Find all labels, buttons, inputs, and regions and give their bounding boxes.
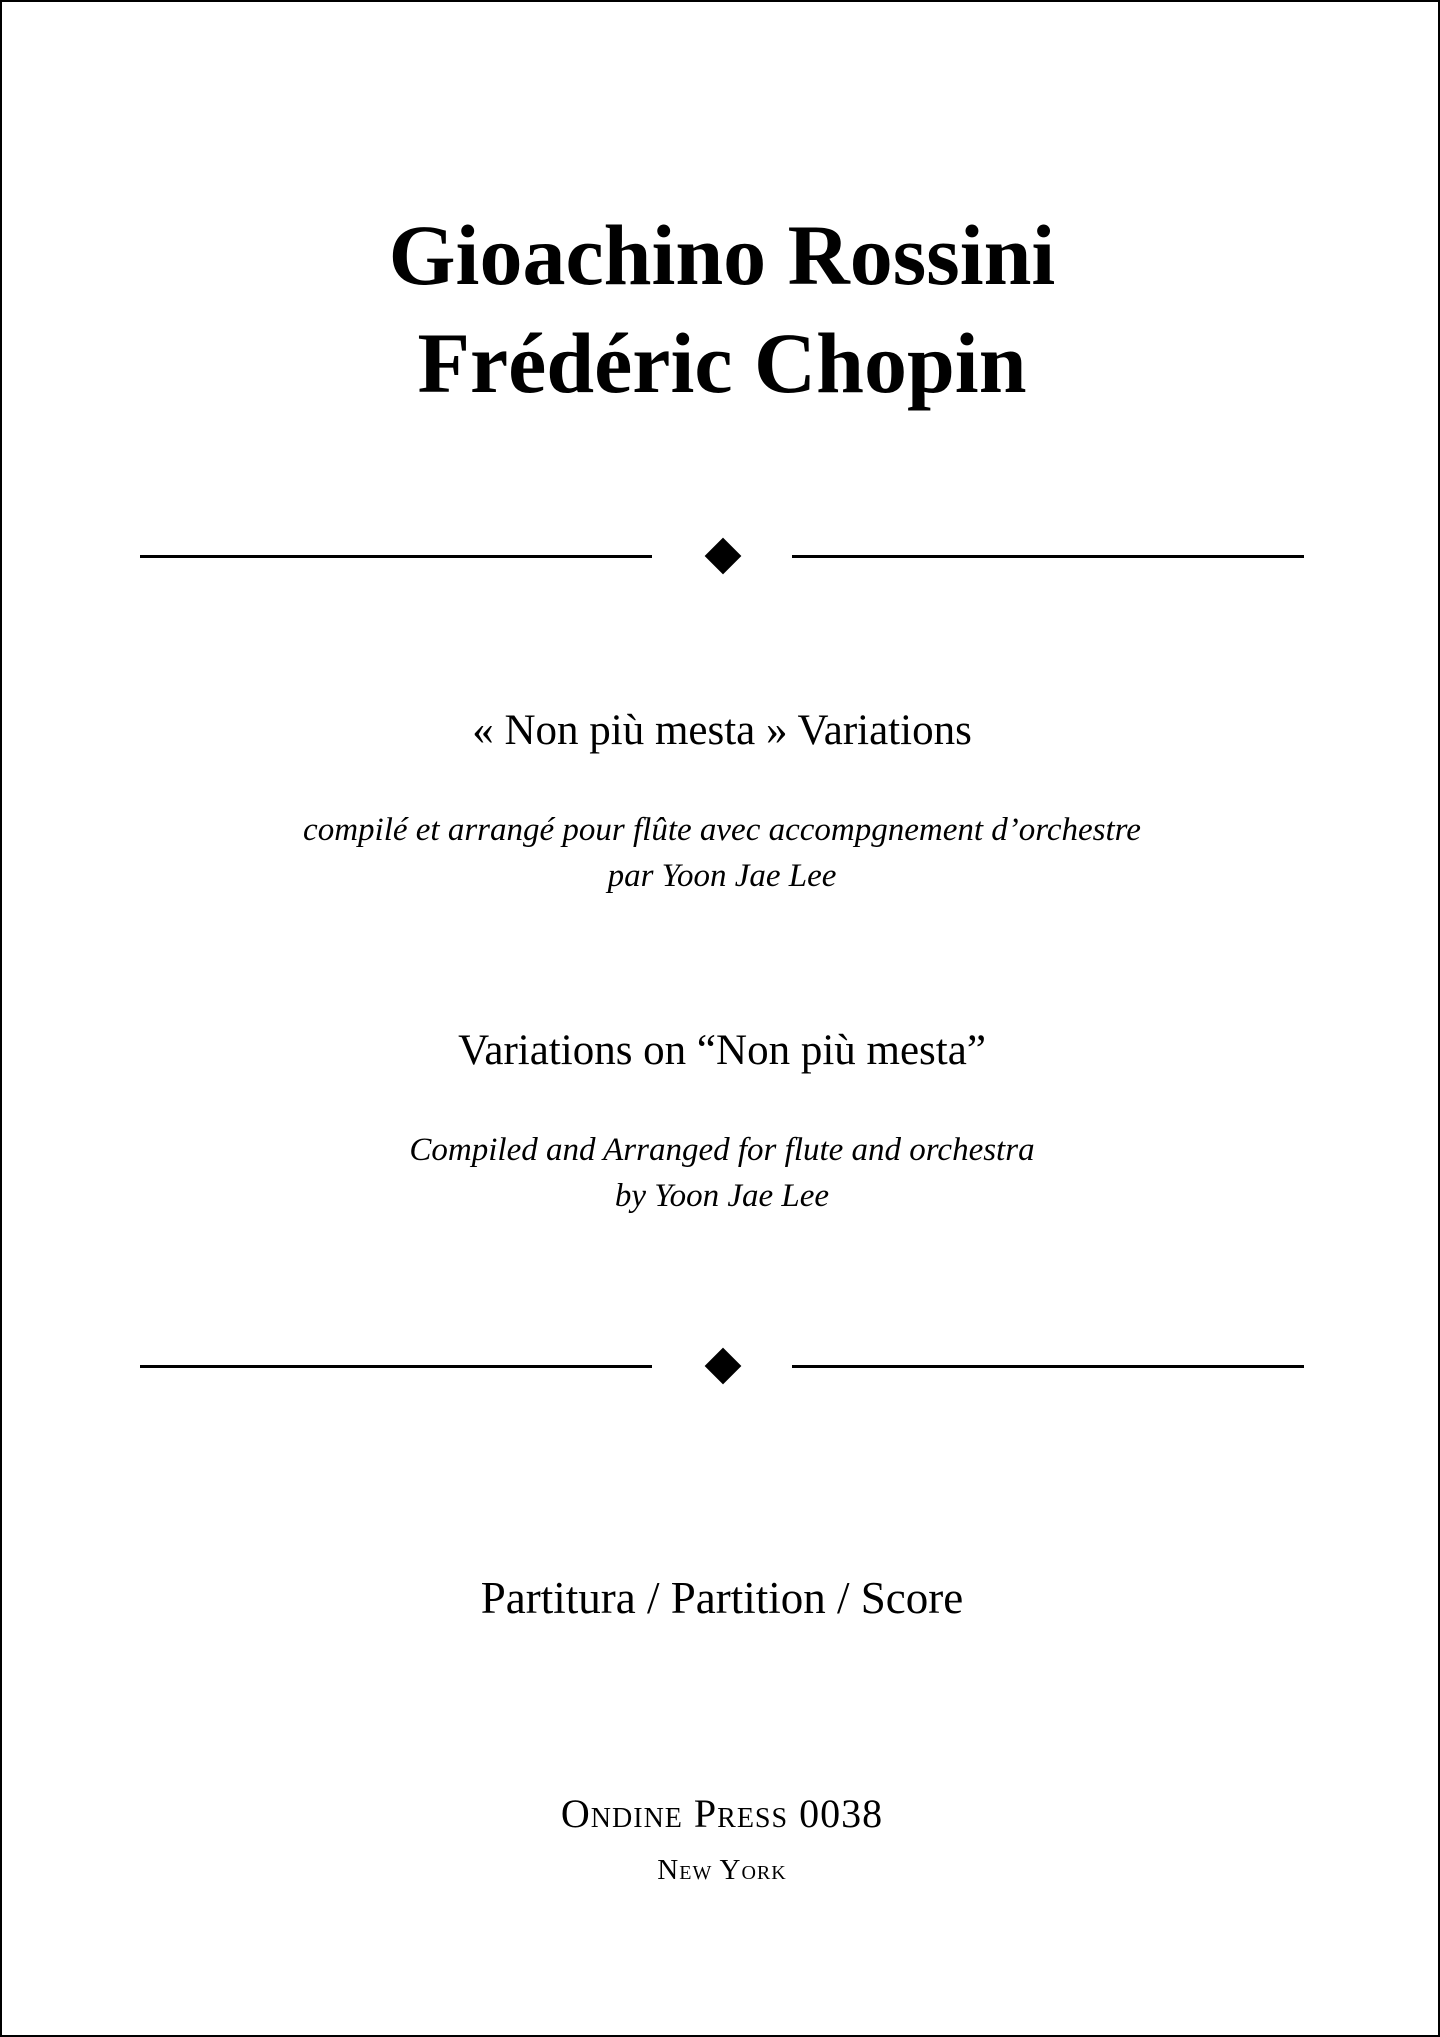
divider-rule-left bbox=[140, 1365, 652, 1368]
divider-rule-left bbox=[140, 555, 652, 558]
ornamental-divider-top bbox=[140, 536, 1304, 576]
divider-rule-right bbox=[792, 1365, 1304, 1368]
french-arranger: par Yoon Jae Lee bbox=[607, 858, 837, 894]
english-arrangement-credit: Compiled and Arranged for flute and orchestra bbox=[409, 1132, 1035, 1168]
english-title: Variations on “Non più mesta” bbox=[458, 1027, 986, 1074]
score-type-label: Partitura / Partition / Score bbox=[480, 1573, 964, 1623]
composer-name-chopin: Frédéric Chopin bbox=[417, 315, 1027, 411]
diamond-ornament-icon bbox=[705, 538, 742, 575]
divider-rule-right bbox=[792, 555, 1304, 558]
french-title: « Non più mesta » Variations bbox=[472, 707, 972, 754]
diamond-ornament-icon bbox=[705, 1348, 742, 1385]
publisher-name: Ondine Press 0038 bbox=[560, 1791, 884, 1836]
composer-name-rossini: Gioachino Rossini bbox=[388, 207, 1056, 303]
ornamental-divider-bottom bbox=[140, 1346, 1304, 1386]
publisher-city: New York bbox=[657, 1854, 787, 1886]
french-arrangement-credit: compilé et arrangé pour flûte avec accompgnement d’orchestre bbox=[303, 812, 1141, 848]
english-arranger: by Yoon Jae Lee bbox=[614, 1178, 830, 1214]
